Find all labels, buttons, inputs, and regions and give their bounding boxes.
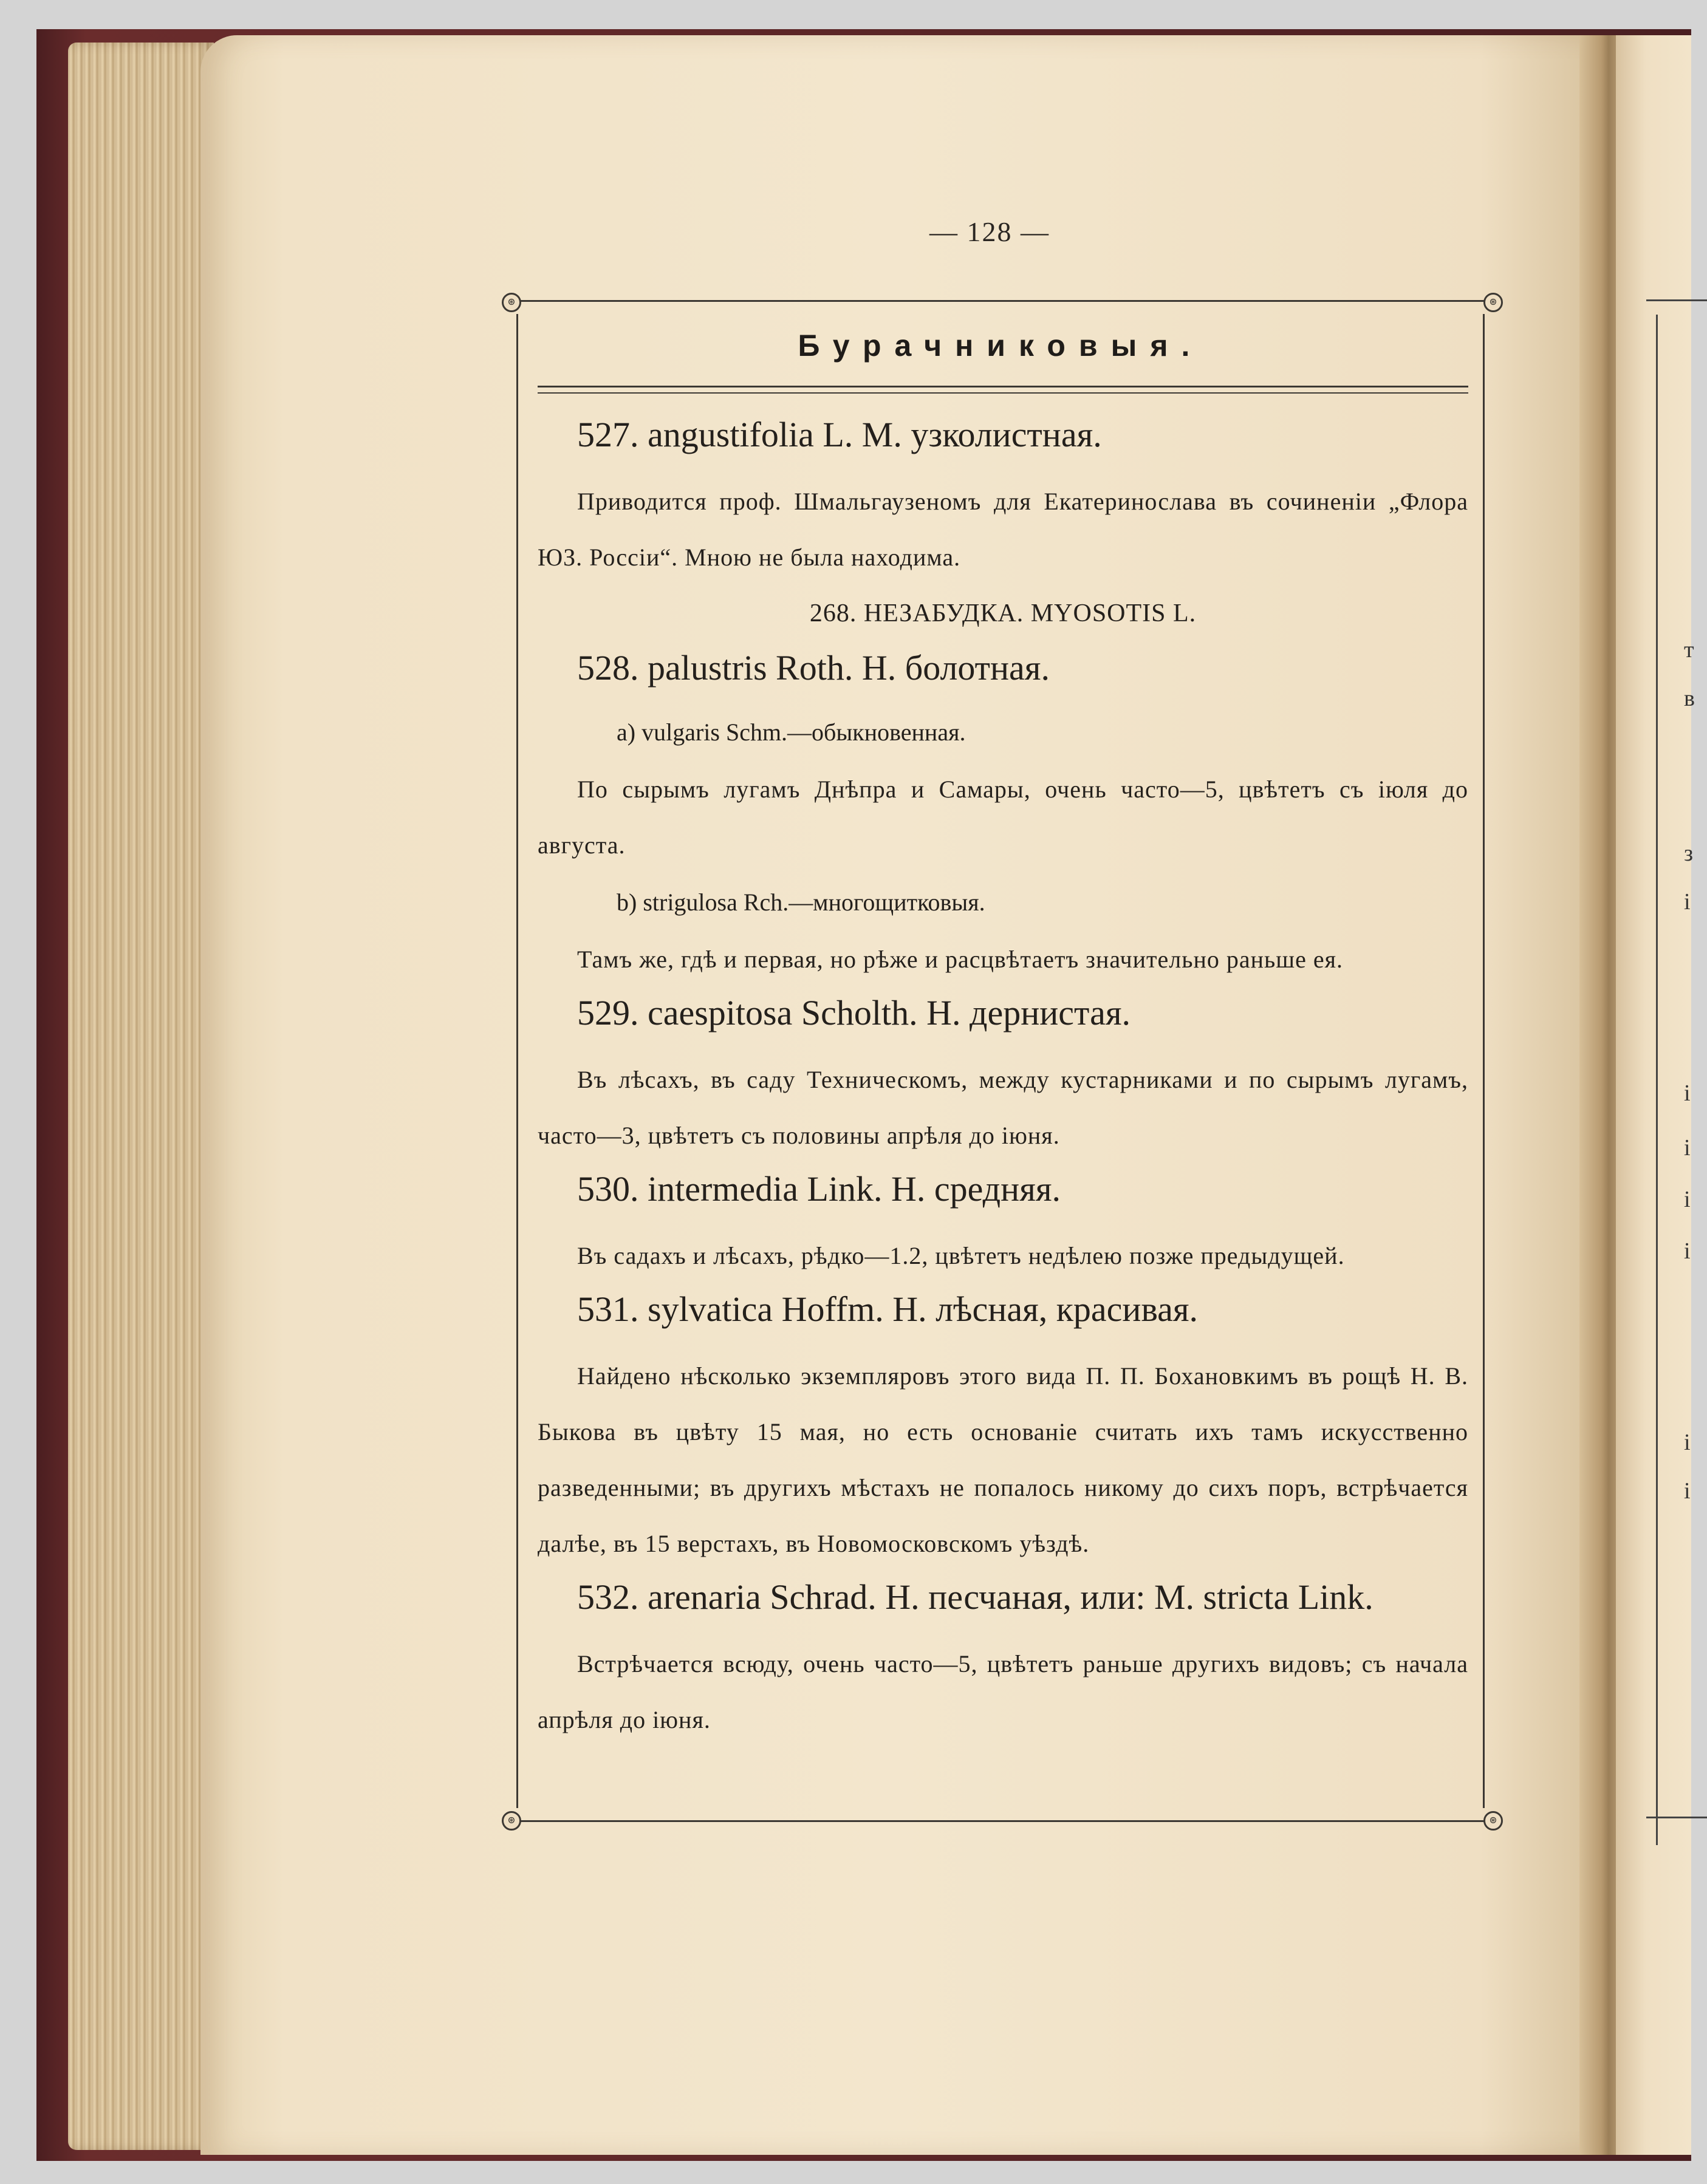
right-page-glyph: з — [1684, 841, 1694, 866]
right-page-fragment — [1616, 35, 1695, 2155]
entry-531-title: 531. sylvatica Hoffm. Н. лѣсная, красивая. — [577, 1289, 1198, 1329]
right-frame-left — [1656, 315, 1658, 1845]
entry-530-text: Въ садахъ и лѣсахъ, рѣдко—1.2, цвѣтетъ недѣлею позже предыдущей. — [577, 1242, 1345, 1269]
entry-527-text: Приводится проф. Шмальгаузеномъ для Екатеринослава въ сочиненіи „Флора ЮЗ. Россіи“. Мною не была находима. — [538, 488, 1468, 571]
right-page-glyph: і — [1684, 1238, 1691, 1264]
right-page-glyph: і — [1684, 1080, 1691, 1106]
right-page-glyph: і — [1684, 889, 1691, 915]
entry-529-title: 529. caespitosa Scholth. Н. дернистая. — [577, 993, 1131, 1032]
entry-529-text: Въ лѣсахъ, въ саду Техническомъ, между кустарниками и по сырымъ лугамъ, часто—3, цвѣтетъ съ половины апрѣля до іюня. — [538, 1066, 1468, 1149]
entry-528-variety-b: b) strigulosa Rch.—многощитковыя. — [617, 889, 985, 916]
right-page-glyph: і — [1684, 1187, 1691, 1212]
page-content — [538, 413, 1468, 1752]
frame-corner-ornament: ⊛ — [502, 1811, 521, 1831]
entry-531-text: Найдено нѣсколько экземпляровъ этого вида П. П. Бохановкимъ въ рощѣ Н. В. Быкова въ цвѣту 15 мая, но есть основаніе считать ихъ тамъ искусственно разведенными; въ другихъ мѣстахъ не попалось никому до сихъ поръ, встрѣчается далѣе, въ 15 верстахъ, въ Новомосковскомъ уѣздѣ. — [538, 1362, 1468, 1557]
frame-corner-ornament: ⊛ — [502, 293, 521, 312]
right-page-glyph: в — [1684, 686, 1695, 711]
right-page-glyph: і — [1684, 1135, 1691, 1161]
right-frame-top — [1646, 299, 1707, 301]
genus-heading: 268. НЕЗАБУДКА. MYOSOTIS L. — [809, 599, 1197, 627]
entry-528-text-a: По сырымъ лугамъ Днѣпра и Самары, очень часто—5, цвѣтетъ съ іюля до августа. — [538, 776, 1468, 859]
entry-532-title: 532. arenaria Schrad. Н. песчаная, или: M. stricta Link. — [577, 1577, 1373, 1617]
section-heading: Бурачниковыя. — [798, 329, 1203, 363]
heading-rule — [538, 386, 1468, 387]
right-frame-bottom — [1646, 1817, 1707, 1818]
entry-530-title: 530. intermedia Link. Н. средняя. — [577, 1169, 1061, 1209]
frame-corner-ornament: ⊛ — [1483, 1811, 1503, 1831]
entry-528-variety-a: a) vulgaris Schm.—обыкновенная. — [617, 718, 966, 746]
entry-527-title: 527. angustifolia L. M. узколистная. — [577, 415, 1102, 454]
right-page-glyph: т — [1684, 637, 1694, 663]
page-edges — [68, 43, 214, 2150]
right-page-glyph: і — [1684, 1430, 1691, 1455]
page-number: — 128 — — [929, 216, 1050, 247]
entry-532-text: Встрѣчается всюду, очень часто—5, цвѣтетъ раньше другихъ видовъ; съ начала апрѣля до іюня. — [538, 1650, 1468, 1733]
frame-corner-ornament: ⊛ — [1483, 293, 1503, 312]
entry-528-text-b: Тамъ же, гдѣ и первая, но рѣже и расцвѣтаетъ значительно раньше ея. — [577, 946, 1344, 973]
heading-rule — [538, 392, 1468, 394]
right-page-glyph: і — [1684, 1478, 1691, 1504]
entry-528-title: 528. palustris Roth. Н. болотная. — [577, 648, 1050, 688]
